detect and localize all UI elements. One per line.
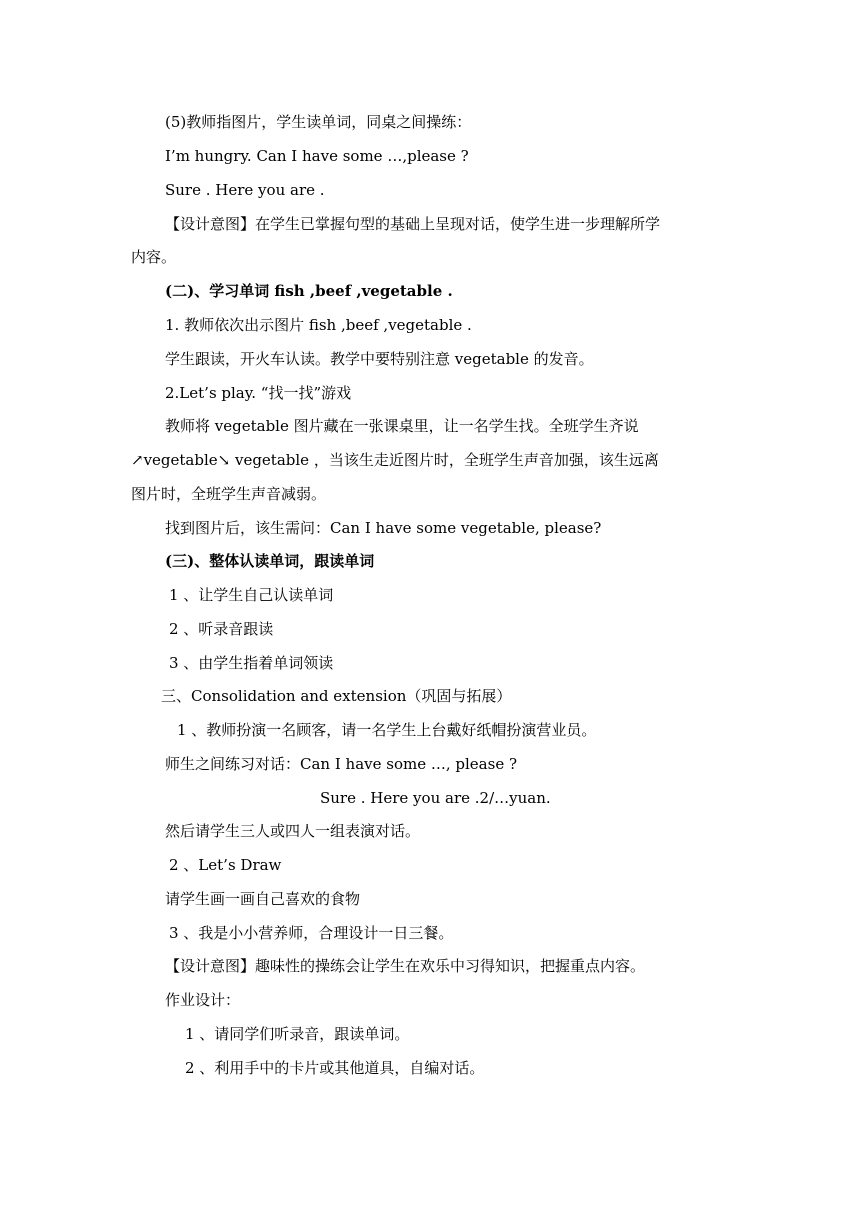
- list-item: 2 、Let’s Draw: [169, 856, 282, 874]
- text-line: 内容。: [131, 248, 177, 266]
- text-line: 教师将 vegetable 图片藏在一张课桌里，让一名学生找。全班学生齐说: [165, 417, 639, 435]
- list-item: 3 、我是小小营养师，合理设计一日三餐。: [169, 924, 454, 942]
- list-item: 1 、让学生自己认读单词: [169, 586, 334, 604]
- list-item: 1 、教师扮演一名顾客，请一名学生上台戴好纸帽扮演营业员。: [177, 721, 597, 739]
- text-line: 找到图片后，该生需问：Can I have some vegetable, please?: [165, 519, 602, 537]
- text-line: 图片时，全班学生声音减弱。: [131, 485, 327, 503]
- section-heading: 三、Consolidation and extension（巩固与拓展）: [161, 687, 512, 705]
- text-line: 学生跟读，开火车认读。教学中要特别注意 vegetable 的发音。: [165, 350, 594, 368]
- text-line: 2.Let’s play. “找一找”游戏: [165, 384, 352, 402]
- list-item: 2 、利用手中的卡片或其他道具，自编对话。: [185, 1059, 485, 1077]
- text-line: I’m hungry. Can I have some …,please ?: [165, 147, 469, 165]
- design-intent-line: 【设计意图】在学生已掌握句型的基础上呈现对话，使学生进一步理解所学: [165, 215, 661, 233]
- list-item: 2 、听录音跟读: [169, 620, 274, 638]
- list-item: 3 、由学生指着单词领读: [169, 654, 334, 672]
- design-intent-line: 【设计意图】趣味性的操练会让学生在欢乐中习得知识，把握重点内容。: [165, 957, 646, 975]
- text-line: 师生之间练习对话：Can I have some …, please ?: [165, 755, 518, 773]
- text-line: ↗vegetable↘ vegetable ，当该生走近图片时，全班学生声音加强，该生远离: [131, 451, 659, 469]
- text-line: 然后请学生三人或四人一组表演对话。: [165, 822, 421, 840]
- section-heading: (二)、学习单词 fish ,beef ,vegetable .: [165, 282, 453, 300]
- text-line: Sure . Here you are .: [165, 181, 325, 199]
- text-line: 1. 教师依次出示图片 fish ,beef ,vegetable .: [165, 316, 472, 334]
- text-line: (5)教师指图片，学生读单词，同桌之间操练：: [165, 113, 472, 131]
- section-heading: (三)、整体认读单词，跟读单词: [165, 552, 375, 570]
- text-line: Sure . Here you are .2/…yuan.: [320, 789, 551, 807]
- list-item: 1 、请同学们听录音，跟读单词。: [185, 1025, 410, 1043]
- text-line: 请学生画一画自己喜欢的食物: [165, 890, 361, 908]
- text-line: 作业设计：: [165, 991, 241, 1009]
